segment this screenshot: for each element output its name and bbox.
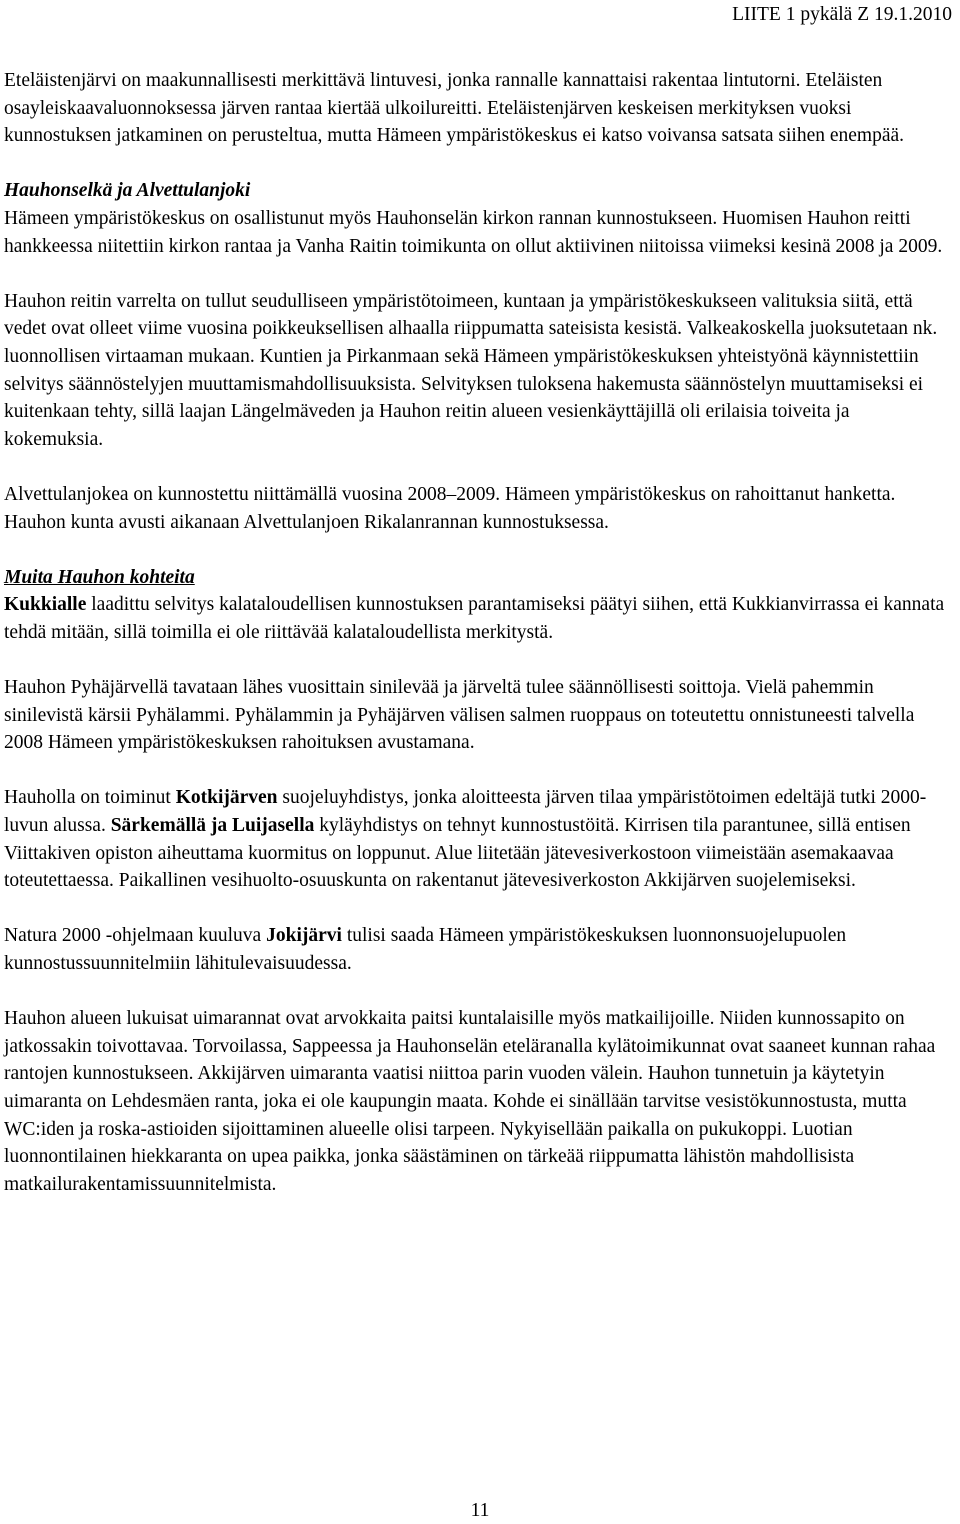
paragraph-hauhon-reitti xyxy=(4,288,952,454)
paragraph-text: Alvettulanjokea on kunnostettu niittämällä vuosina 2008–2009. Hämeen ympäristökeskus on rahoittanut hanketta. Hauhon kunta avusti aikanaan Alvettulanjoen Rikalanrannan kunnostuksessa. xyxy=(4,483,896,533)
paragraph-text xyxy=(4,784,952,894)
text-run: Hauholla on toiminut xyxy=(4,787,176,809)
paragraph-pyhajarvi xyxy=(4,674,952,757)
bold-term: Kukkialle xyxy=(4,594,87,616)
page-number: 11 xyxy=(470,1500,490,1521)
bold-term: Kotkijärven xyxy=(175,787,278,809)
header-reference: LIITE 1 pykälä Z 19.1.2010 xyxy=(732,4,952,25)
paragraph-kotkijarvi xyxy=(4,784,952,894)
text-run: suojeluyhdistys, jonka aloitteesta järven tilaa ympäristötoimen edeltäjä tutki 2000-luvun alussa. xyxy=(4,787,927,837)
paragraph-text: Hauhon alueen lukuisat uimarannat ovat arvokkaita paitsi kuntalaisille myös matkailijoille. Niiden kunnossapito on jatkossakin toivottavaa. Torvoilassa, Sappeessa ja Hauhonselän eteläranalla kylätoimikunnat ovat saaneet kunnan rahaa rantojen kunnostukseen. Akkijärven uimaranta vaatisi niittoa parin vuoden välein. Hauhon tunnetuin ja käytetyin uimaranta on Lehdesmäen ranta, joka ei ole kaupungin maata. Kohde ei sinällään tarvitse vesistökunnostusta, mutta WC:iden ja roska-astioiden sijoittaminen alueelle olisi tarpeen. Nykyisellään paikalla on pukukoppi. Luotian luonnontilainen hiekkaranta on upea paikka, jonka säästäminen on tärkeää riippumatta lähistön mahdollisista matkailurakentamissuunnitelmista. xyxy=(4,1008,936,1195)
text-run: Natura 2000 -ohjelmaan kuuluva xyxy=(4,925,267,947)
document-body xyxy=(4,67,952,1226)
paragraph-text: Hämeen ympäristökeskus on osallistunut myös Hauhonselän kirkon rannan kunnostukseen. Huomisen Hauhon reitti hankkeessa niitettiin kirkon rantaa ja Vanha Raitin toimikunta on ollut aktiivinen niitoissa viimeksi kesinä 2008 ja 2009. xyxy=(4,207,943,257)
text-run: kyläyhdistys on tehnyt kunnostustöitä. Kirrisen tila parantunee, sillä entisen Viittakiven opiston aiheuttama kuormitus on loppunut. Alue liitetään jätevesiverkostoon viimeistään asemakaavaa toteutettaessa. Paikallinen vesihuolto-osuuskunta on rakentanut jätevesiverkoston Akkijärven suojelemiseksi. xyxy=(4,815,911,892)
text-run: tulisi saada Hämeen ympäristökeskuksen luonnonsuojelupuolen kunnostussuunnitelmiin lähitulevaisuudessa. xyxy=(4,925,847,974)
section-hauhonselka xyxy=(4,177,952,260)
paragraph-text: Hauhon Pyhäjärvellä tavataan lähes vuosittain sinilevää ja järveltä tulee säännöllisesti soittoja. Vielä pahemmin sinilevistä kärsii Pyhälammi. Pyhälammin ja Pyhäjärven välisen salmen ruoppaus on toteutettu onnistuneesti talvella 2008 Hämeen ympäristökeskuksen rahoituksen avustamana. xyxy=(4,677,915,754)
paragraph-text: Hauhon reitin varrelta on tullut seudulliseen ympäristötoimeen, kuntaan ja ympäristökeskukseen valituksia siitä, että vedet ovat olleet viime vuosina poikkeuksellisen alhaalla riippumatta sateisista kesistä. Valkeakoskella juoksutetaan nk. luonnollisen virtaaman mukaan. Kuntien ja Pirkanmaan sekä Hämeen ympäristökeskuksen yhteistyönä käynnistettiin selvitys säännöstelyjen muuttamismahdollisuuksista. Selvityksen tuloksena hakemusta säännöstelyn muuttamiseksi ei kuitenkaan tehty, sillä laajan Längelmäveden ja Hauhon reitin alueen vesienkäyttäjillä oli erilaisia toiveita ja kokemuksia. xyxy=(4,290,938,450)
paragraph-uimarannat xyxy=(4,1005,952,1198)
bold-term: Särkemällä ja Luijasella xyxy=(110,815,315,837)
paragraph-alvettulanjoki xyxy=(4,481,952,536)
paragraph-etelaistenjarvi xyxy=(4,67,952,150)
section-heading: Muita Hauhon kohteita xyxy=(4,566,195,588)
section-muita-kohteita xyxy=(4,564,952,647)
bold-term: Jokijärvi xyxy=(266,925,342,947)
paragraph-text: Eteläistenjärvi on maakunnallisesti merkittävä lintuvesi, jonka rannalle kannattaisi rakentaa lintutorni. Eteläisten osayleiskaavaluonnoksessa järven rantaa kiertää ulkoilureitti. Eteläistenjärven keskeisen merkityksen vuoksi kunnostuksen jatkaminen on perusteltua, mutta Hämeen ympäristökeskus ei katso voivansa satsata siihen enempää. xyxy=(4,70,905,147)
section-heading: Hauhonselkä ja Alvettulanjoki xyxy=(4,180,251,202)
text-run: laadittu selvitys kalataloudellisen kunnostuksen parantamiseksi päätyi siihen, että Kukkianvirrassa ei kannata tehdä mitään, sillä toimilla ei ole riittävää kalataloudellista merkitystä. xyxy=(4,594,945,643)
paragraph-jokijarvi xyxy=(4,922,952,977)
paragraph-text xyxy=(4,922,952,977)
paragraph-text xyxy=(4,591,952,646)
